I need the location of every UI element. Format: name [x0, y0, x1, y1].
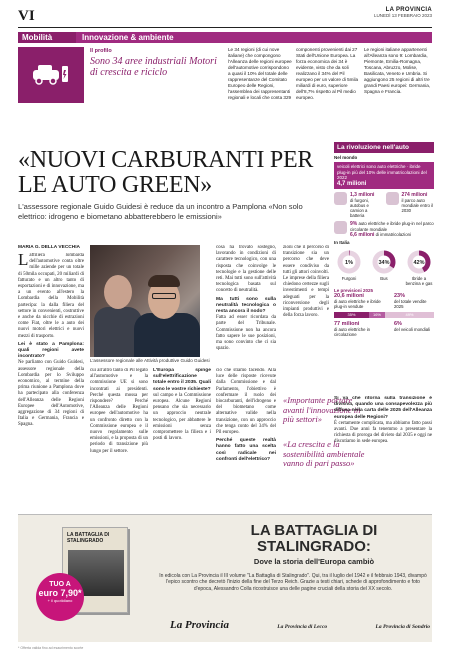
pull-quote-text: «La crescita e la sostenibilità ambientale vanno di pari passo» — [283, 439, 365, 468]
final-text: di auto elettriche in circolazione — [334, 327, 371, 337]
infographic — [334, 142, 434, 392]
logo-lecco: La Provincia di Lecco — [277, 624, 328, 630]
fact-label: di furgoni, autobus e camion a batteria — [350, 198, 369, 218]
fact-item — [334, 192, 383, 218]
ad-subtitle: Dove la storia dell'Europa cambiò — [253, 557, 375, 566]
drop-cap: L — [18, 253, 29, 269]
subheadline: L'assessore regionale Guido Guidesi è reduce da un incontro a Pamplona «Non solo elettrico: idrogeno e biometano abbatterebbero le emissioni» — [18, 202, 303, 221]
fact-value: 274 milioni — [401, 192, 428, 198]
photo-caption: L'assessore regionale alle Attività produttive Guido Guidesi — [90, 358, 210, 363]
share-bar-segment: 35% — [334, 312, 369, 318]
donut-svg — [336, 249, 362, 275]
fact-label: il parco auto mondiale entro il 2030 — [401, 198, 434, 213]
truck-icon — [334, 192, 347, 205]
profile-column-3: Le regioni italiane appartenenti all'Alleanza sono 9: Lombardia, Piemonte, Emilia-Romagna, Toscana, Abruzzo, Molise, Basilicata, Veneto e Umbria. Si aggiungono 25 regioni di altri tre grandi Paesi europei: Germania, Spagna e Francia. — [364, 47, 431, 94]
price-badge — [36, 573, 84, 621]
article-column-2: cui all'altro tanto di Pil legato all'automotive e la commissione UE si sono incontrati ai presidenti. Perché questa mossa per rispondere? Perché l'Alleanza delle Regioni europee dell'automotive ha un confronto diretto con la Commissione europea e il nuovo regolamento sulle emissioni, e la proposta di un periodo di transizione più lungo per il settore. — [90, 368, 148, 454]
masthead — [374, 7, 432, 18]
forecast-row — [334, 293, 434, 309]
interview-question: Perché queste realtà hanno fatto una scelta così radicale nei confronti dell'elettrico? — [216, 438, 276, 462]
pull-quote-text: «Importante portare avanti l'innovazione in più settori» — [283, 395, 361, 424]
logo-sondrio: La Provincia di Sondrio — [375, 624, 430, 630]
share-bar — [334, 312, 434, 318]
article-column-3 — [153, 368, 211, 500]
donut-label: Bus — [380, 276, 388, 281]
interview-question: Si va che ritorna sulla transizione è divisiva, quando una consapevolezza più diffusa nella carta delle 2025 dell'Alleanza europea delle Regioni? — [334, 396, 432, 420]
ad-title: LA BATTAGLIA DI STALINGRADO: — [250, 522, 378, 555]
price-line-2: euro 7,90* — [38, 588, 82, 598]
profile-column-2: componenti provenienti dai 27 Stati dell'Unione Europea. La forza economica dei 34 è evidente, visto che da soli realizzano il 34% del Pil europeo per un valore di 5mila miliardi di euro, superiore dell'8,7% rispetto al Pil medio europeo. — [296, 47, 359, 100]
price-line-3: + il quotidiano — [47, 598, 73, 603]
car-icon — [386, 192, 399, 205]
interview-question: Ma tutti sono sulla neutralità tecnologica o resta ancora il nodo? — [216, 296, 276, 315]
forecast-label: Le previsioni 2025 — [334, 288, 374, 293]
profile-title: Sono 34 aree industriali Motori di crescita e riciclo — [90, 56, 217, 78]
donut-row — [334, 249, 434, 286]
page-number: VI — [18, 8, 35, 24]
fact-value: 1,3 milioni — [350, 192, 375, 198]
advertisement[interactable] — [18, 514, 432, 642]
donut-pct: 42% — [413, 260, 425, 266]
infographic-band — [334, 162, 434, 189]
infographic-subtitle: Nel mondo — [334, 155, 358, 160]
article-text: Ne parliamo con Guido Guidesi, assessore regionale della Lombardia per lo Sviluppo economico, al termine della prima riunione a Pamplona dove ha partecipato alla conferenza dell'Alleanza delle Regioni Europee dell'Automotive, aggregazione di 34 regioni di Italia e Germania, Francia e Spagna. — [18, 360, 84, 428]
fact-label: auto elettriche e ibride plug-in nel parco circolante mondiale — [350, 221, 434, 232]
section-bar — [18, 32, 432, 43]
interview-question: L'Europa spinge sull'elettrificazione totale entro il 2035. Quali sono le vostre richieste? — [153, 368, 211, 392]
fact-item — [386, 192, 435, 213]
fact-value: 9% — [350, 221, 358, 227]
donut-svg — [406, 249, 432, 275]
profile-label: Il profilo — [90, 48, 112, 54]
article-column-6 — [334, 396, 432, 502]
headline: «NUOVI CARBURANTI PER LE AUTO GREEN» — [18, 147, 314, 198]
article-text: zioni che il percorso di transizione sia un percorso che deve essere condiviso da tutti gli attori coinvolti. Le imprese della filiera chiedono certezze sugli investimenti e tempi adeguati per la riconversione degli impianti produttivi e della forza lavoro. — [283, 245, 329, 319]
article-column-1 — [18, 253, 84, 501]
infographic-title: La rivoluzione nell'auto — [334, 142, 434, 153]
final-row — [334, 321, 434, 337]
fact-value: 6,6 milioni — [350, 232, 375, 238]
issue-date: LUNEDÌ 13 FEBBRAIO 2023 — [373, 13, 432, 18]
fact-label: di immatricolazioni — [375, 232, 411, 237]
forecast-value: 20,6 milioni — [334, 293, 364, 299]
final-pct-text: del veicoli mondiali — [394, 327, 431, 332]
article-text: affiliera lombarda dell'automotive conta oltre mille aziende per un totale di 50mila occupati, 20 miliardi di fatturato e un altro tanto di esportazioni e di innovazione, ma a un evento all'estero la Lombardia della Mobilità partecipa: la dalla filiera del settore in convenienti, costruttive e anche da nicchie di estrazioni come Fiat, oltre le a auto dei nuovi motori elettrici e nuovi mezzi di trasporto. — [18, 253, 84, 339]
band-label: veicoli elettrici sono auto elettriche · ibride plug-in più del 10% delle immatricolazioni del 2022 — [337, 164, 427, 180]
page-header — [18, 6, 432, 28]
price-line-1: TUO A — [49, 581, 71, 588]
ad-text: In edicola con La Provincia il III volume "La Battaglia di Stalingrado". Qui, tra il luglio del 1942 e il febbraio 1943, divampò l'epico scontro che decretò l'inizio della fine del Terzo Reich. Grazie a testi chiari, schede di approfondimento e foto d'epoca, Alessandro Colla ricostruisce una delle pagine cruciali della storia del XX secolo. — [159, 573, 427, 592]
donut-pct: 1% — [345, 260, 353, 266]
paper-name: LA PROVINCIA — [385, 7, 432, 13]
donut-pct: 34% — [378, 260, 390, 266]
share-bar-segment: 49% — [385, 312, 434, 318]
section-secondary: Innovazione & ambiente — [76, 32, 432, 43]
logo-la-provincia: La Provincia — [170, 619, 229, 631]
donut-svg — [371, 249, 397, 275]
donut-label: Ibride a benzina e gas — [405, 276, 433, 286]
donut-chart — [334, 249, 364, 286]
portrait-photo — [90, 245, 200, 357]
article-text: Fatta ad esser ricordata da parte del Tribunale. Commissione non ha ancora fatto sapere le sue posizioni, ma sono convinto che ci sia spazio. — [216, 315, 276, 352]
donut-chart — [404, 249, 434, 286]
charger-icon — [334, 221, 347, 234]
article-text: sul campo e la Commissione europea. Alcune Regioni pensano che sia necessario un approccio neutrale tecnologico, per abbattere le emissioni senza compromettere la filiera e i posti di lavoro. — [153, 392, 211, 442]
article-text: cosa ha trovato sostegno, lavorando in condizioni di carattere tecnologico, con una risposta che coinvolge le tecnologie e la gestione delle reti. Mai tutti sono sull'attività tecnologica basata sul concetto di neutralità. — [216, 245, 276, 294]
share-bar-segment: 16% — [369, 312, 385, 318]
article-column-4 — [216, 368, 276, 500]
final-value: 77 milioni — [334, 321, 360, 327]
ad-logos — [170, 619, 430, 631]
donut-label: Furgoni — [341, 276, 357, 281]
forecast-pct: 23% — [394, 293, 406, 299]
article-text: ciò che stiamo facendo. Alla luce delle risposte ricevute dalla Commissione e dal Parlamento, l'obiettivo è confermare il ruolo dei biocarburanti, dell'idrogeno e del biometano come alternative valide nella transizione, con un approccio che tenga conto del 34% del Pil europeo. — [216, 368, 276, 436]
band-value: 4,7 milioni — [337, 180, 367, 187]
ev-charging-icon — [18, 47, 84, 103]
forecast-pct-text: del totale vendite 2025 — [394, 299, 427, 309]
fact-item — [334, 221, 434, 238]
ad-footnote: * Offerta valida fino ad esaurimento scorte — [18, 646, 84, 650]
final-pct: 6% — [394, 321, 402, 327]
byline: MARIA G. DELLA VECCHIA — [18, 245, 81, 250]
article-text: È certamente complicata, ma abbiamo fatto passi avanti. Due anni fa tenemmo a presentare la richiesta di proroga del divieto dal 2035 e oggi ne discutiamo in sede europea. — [334, 420, 432, 445]
share-bar-track — [334, 312, 434, 318]
book-title: LA BATTAGLIA DI STALINGRADO — [67, 532, 110, 544]
profile-column-1: Le 34 regioni (di cui nove italiane) che compongono l'Alleanza delle regioni europee dell'automotive corrispondono a quasi il 10% del totale delle rappresentanze del Comitato Europeo delle Regioni, l'assemblea dei rappresentanti regionali e locali che conta 329 — [228, 47, 292, 100]
article-column-4-top — [216, 245, 276, 365]
forecast-text: di auto elettriche e ibride plug-in vendute — [334, 299, 381, 309]
donut-chart — [369, 249, 399, 286]
donut-section-title: In Italia — [334, 240, 350, 245]
profile-box — [90, 48, 220, 78]
article-column-5 — [283, 245, 329, 393]
interview-question: Lei è stato a Pamplona: quali regioni avete incontrato? — [18, 341, 84, 360]
section-primary: Mobilità — [18, 32, 76, 43]
